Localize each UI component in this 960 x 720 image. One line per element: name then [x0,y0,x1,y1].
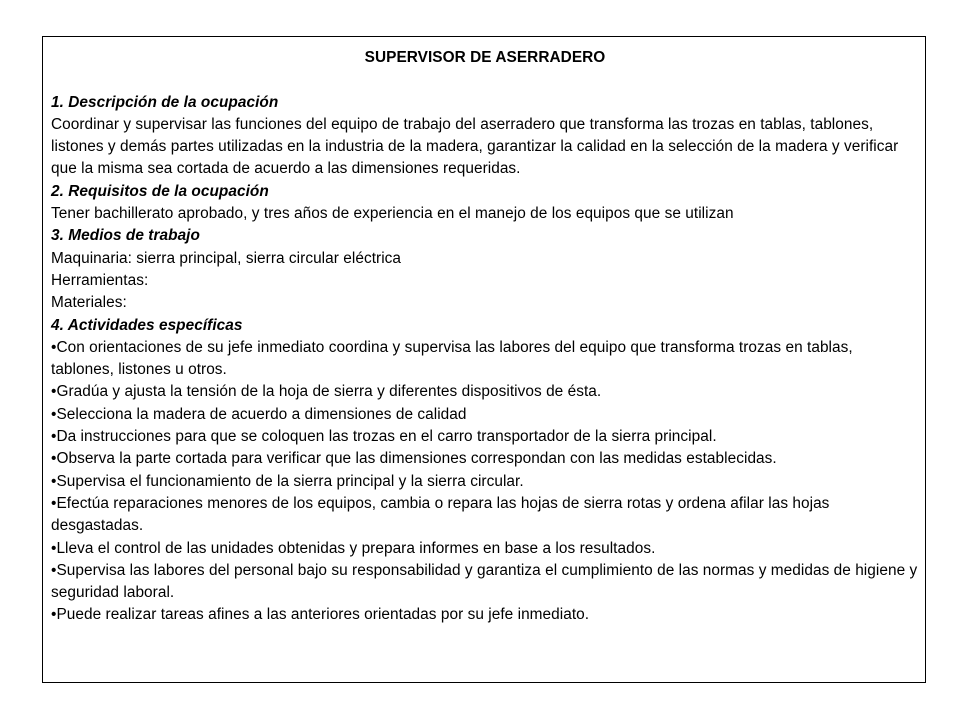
description-text: Coordinar y supervisar las funciones del equipo de trabajo del aserradero que transforma las trozas en tablas, tablones, listones y demás partes utilizadas en la industria de la madera, garantizar la calidad en la selección de la madera y verificar que la misma sea cortada de acuerdo a las dimensiones requeridas. [51,115,899,178]
activity-item: •Supervisa el funcionamiento de la sierra principal y la sierra circular. [51,472,524,490]
activity-item: •Da instrucciones para que se coloquen las trozas en el carro transportador de la sierra principal. [51,428,717,446]
activity-item: •Selecciona la madera de acuerdo a dimensiones de calidad [51,405,467,423]
activity-item: •Puede realizar tareas afines a las anteriores orientadas por su jefe inmediato. [51,606,590,624]
activity-item: •Observa la parte cortada para verificar que las dimensiones correspondan con las medidas establecidas. [51,450,777,468]
materials-line: Materiales: [51,294,127,312]
section-heading-activities: 4. Actividades específicas [51,316,243,334]
section-heading-requirements: 2. Requisitos de la ocupación [51,182,269,200]
section-heading-means: 3. Medios de trabajo [51,227,200,245]
activity-item: •Efectúa reparaciones menores de los equipos, cambia o repara las hojas de sierra rotas y ordena afilar las hojas desgastadas. [51,494,830,535]
section-heading-description: 1. Descripción de la ocupación [51,93,279,111]
activity-item: •Gradúa y ajusta la tensión de la hoja de sierra y diferentes dispositivos de ésta. [51,383,602,401]
document-title: SUPERVISOR DE ASERRADERO [364,49,606,66]
activity-item: •Supervisa las labores del personal bajo su responsabilidad y garantiza el cumplimiento de las normas y medidas de higiene y seguridad laboral. [51,561,918,602]
activity-item: •Lleva el control de las unidades obtenidas y prepara informes en base a los resultados. [51,539,656,557]
tools-line: Herramientas: [51,271,149,289]
document-frame [42,36,926,683]
document-content [51,47,919,627]
activity-item: •Con orientaciones de su jefe inmediato coordina y supervisa las labores del equipo que transforma trozas en tablas, tablones, listones u otros. [51,338,853,379]
machinery-line: Maquinaria: sierra principal, sierra circular eléctrica [51,249,402,267]
requirements-text: Tener bachillerato aprobado, y tres años de experiencia en el manejo de los equipos que se utilizan [51,205,734,223]
